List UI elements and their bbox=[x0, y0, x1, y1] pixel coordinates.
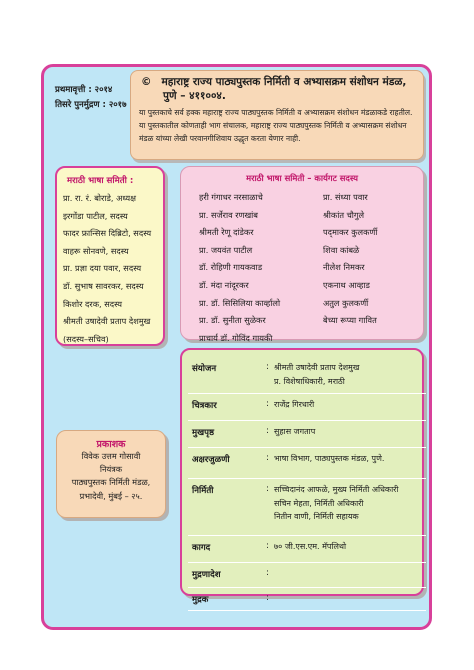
working-member: प्रा. जयवंत पाटील bbox=[199, 244, 253, 255]
credit-row bbox=[188, 421, 426, 448]
copyright-heading bbox=[139, 75, 415, 103]
working-member: श्रीकांत चौगुले bbox=[323, 209, 365, 220]
publisher-line: विवेक उत्तम गोसावी bbox=[81, 451, 141, 461]
credit-label: मुद्रक bbox=[192, 595, 209, 605]
working-committee-title: मराठी भाषा समिती – कार्यगट सदस्य bbox=[246, 173, 358, 183]
publisher-lines bbox=[57, 450, 165, 503]
language-committee-card bbox=[55, 166, 165, 346]
committee-member: फादर फ्रान्सिस दिब्रिटो, सदस्य bbox=[63, 228, 152, 239]
working-member: प्रा. संध्या पवार bbox=[323, 192, 368, 202]
credit-colon: : bbox=[266, 426, 269, 436]
working-member: अतुल कुलकर्णी bbox=[323, 297, 369, 308]
credit-row bbox=[188, 394, 426, 421]
working-member: श्रीमती रेणू दांडेकर bbox=[199, 227, 254, 238]
third-reprint: तिसरे पुनर्मुद्रण : २०१७ bbox=[55, 100, 127, 110]
working-member: हरी गंगाधर नरसाळाचे bbox=[199, 192, 263, 202]
committee-member: (सदस्य–सचिव) bbox=[63, 333, 109, 344]
credit-colon: : bbox=[266, 362, 269, 372]
publisher-line: नियंत्रक bbox=[99, 464, 123, 475]
credit-row bbox=[188, 479, 426, 536]
credit-value-line: सुहास जगताप bbox=[274, 427, 316, 436]
edition-info bbox=[55, 83, 127, 113]
committee-member: प्रा. प्रज्ञा दया पवार, सदस्य bbox=[63, 263, 142, 274]
credit-value-line: नितीन वाणी, निर्मिती सहायक bbox=[274, 512, 359, 521]
copyright-title-line1: महाराष्ट्र राज्य पाठ्यपुस्तक निर्मिती व अभ्यासक्रम संशोधन मंडळ, bbox=[161, 76, 407, 88]
credit-label: निर्मिती bbox=[192, 486, 214, 496]
committee-member: प्रा. रा. रं. बोराडे, अध्यक्ष bbox=[63, 193, 137, 203]
credit-value bbox=[274, 425, 315, 439]
credit-value bbox=[274, 398, 314, 412]
credit-colon: : bbox=[266, 453, 269, 463]
credit-row bbox=[188, 448, 426, 479]
working-member: नीलेश निमकर bbox=[323, 262, 365, 273]
credit-label: संयोजन bbox=[192, 364, 217, 374]
copyright-title-line2: पुणे – ४११००४. bbox=[163, 90, 226, 102]
copyright-body: या पुस्तकाचे सर्व हक्क महाराष्ट्र राज्य पाठ्यपुस्तक निर्मिती व अभ्यासक्रम संशोधन मंडळाकडे राहतील. या पुस्तकातील कोणताही भाग संचालक, महाराष्ट्र राज्य पाठ्यपुस्तक निर्मिती व अभ्यासक्रम संशोधन मंडळ यांच्या लेखी परवानगीशिवाय उद्धृत करता येणार नाही. bbox=[139, 108, 413, 143]
working-member: प्रा. डॉ. सिसिलिया कार्व्हालो bbox=[199, 297, 281, 308]
first-edition: प्रथमावृत्ती : २०१४ bbox=[55, 85, 113, 95]
language-committee-title: मराठी भाषा समिती : bbox=[67, 176, 134, 186]
credit-value-line: भाषा विभाग, पाठ्यपुस्तक मंडळ, पुणे. bbox=[274, 454, 385, 463]
working-member: प्राचार्य डॉ. गोविंद गायकी bbox=[199, 332, 273, 343]
credit-value-line: सचिन मेहता, निर्मिती अधिकारी bbox=[274, 498, 364, 508]
credit-row bbox=[188, 563, 426, 588]
language-committee-list bbox=[63, 190, 151, 348]
credit-row bbox=[188, 536, 426, 563]
copyright-box bbox=[130, 70, 424, 160]
credit-label: मुद्रणादेश bbox=[192, 570, 221, 580]
working-member: प्रा. डॉ. सुनीता सुळेकर bbox=[199, 315, 266, 326]
working-committee-right-list bbox=[323, 189, 377, 330]
credit-label: चित्रकार bbox=[192, 401, 217, 411]
committee-member: इरगोंडा पाटील, सदस्य bbox=[63, 210, 128, 221]
credit-colon: : bbox=[266, 568, 269, 578]
working-committee-card bbox=[180, 166, 424, 343]
credit-colon: : bbox=[266, 484, 269, 494]
copyright-symbol: © bbox=[141, 76, 152, 88]
credit-colon: : bbox=[266, 399, 269, 409]
working-member: डॉ. रोहिणी गायकवाड bbox=[199, 262, 263, 273]
committee-member: श्रीमती उषादेवी प्रताप देशमुख bbox=[63, 316, 151, 327]
credit-label: कागद bbox=[192, 543, 211, 553]
credit-value bbox=[274, 483, 399, 524]
credit-row bbox=[188, 588, 426, 611]
committee-member: वाहरू सोनवणे, सदस्य bbox=[63, 245, 129, 256]
credit-value-line: श्रीमती उषादेवी प्रताप देशमुख bbox=[274, 363, 360, 372]
working-committee-left-list bbox=[199, 189, 280, 347]
credit-value bbox=[274, 540, 346, 554]
working-member: एकनाथ आव्हाड bbox=[323, 279, 370, 290]
credit-colon: : bbox=[266, 541, 269, 551]
publisher-line: पाठ्यपुस्तक निर्मिती मंडळ, bbox=[71, 477, 151, 488]
credit-label: मुखपृष्ठ bbox=[192, 428, 215, 438]
committee-member: डॉ. सुभाष सावरकर, सदस्य bbox=[63, 280, 144, 291]
credit-value-line: राजेंद्र गिरधारी bbox=[274, 400, 315, 409]
committee-member: किशोर दरक, सदस्य bbox=[63, 298, 123, 309]
working-member: प्रा. सर्जेराव रणखांब bbox=[199, 209, 258, 220]
publisher-title: प्रकाशक bbox=[96, 439, 126, 450]
working-member: शिवा कांबळे bbox=[323, 244, 360, 255]
credit-label: अक्षरजुळणी bbox=[192, 455, 230, 465]
working-member: पद्‌माकर कुलकर्णी bbox=[323, 227, 378, 238]
credit-value-line: प्र. विशेषाधिकारी, मराठी bbox=[274, 376, 345, 386]
credits-table bbox=[188, 357, 426, 611]
credit-value-line: ७० जी.एस.एम. मॅपलिथो bbox=[274, 542, 347, 551]
publisher-line: प्रभादेवी, मुंबई – २५. bbox=[79, 490, 143, 501]
working-member: बेच्या रूप्या गावित bbox=[323, 315, 377, 326]
publisher-card bbox=[56, 430, 166, 518]
credit-row bbox=[188, 357, 426, 394]
credit-colon: : bbox=[266, 593, 269, 603]
credit-value-line: सच्चिदानंद आफळे, मुख्य निर्मिती अधिकारी bbox=[274, 485, 399, 494]
working-member: डॉ. मंदा नांदूरकर bbox=[199, 279, 249, 290]
credit-value bbox=[274, 452, 384, 466]
credit-value bbox=[274, 361, 359, 388]
